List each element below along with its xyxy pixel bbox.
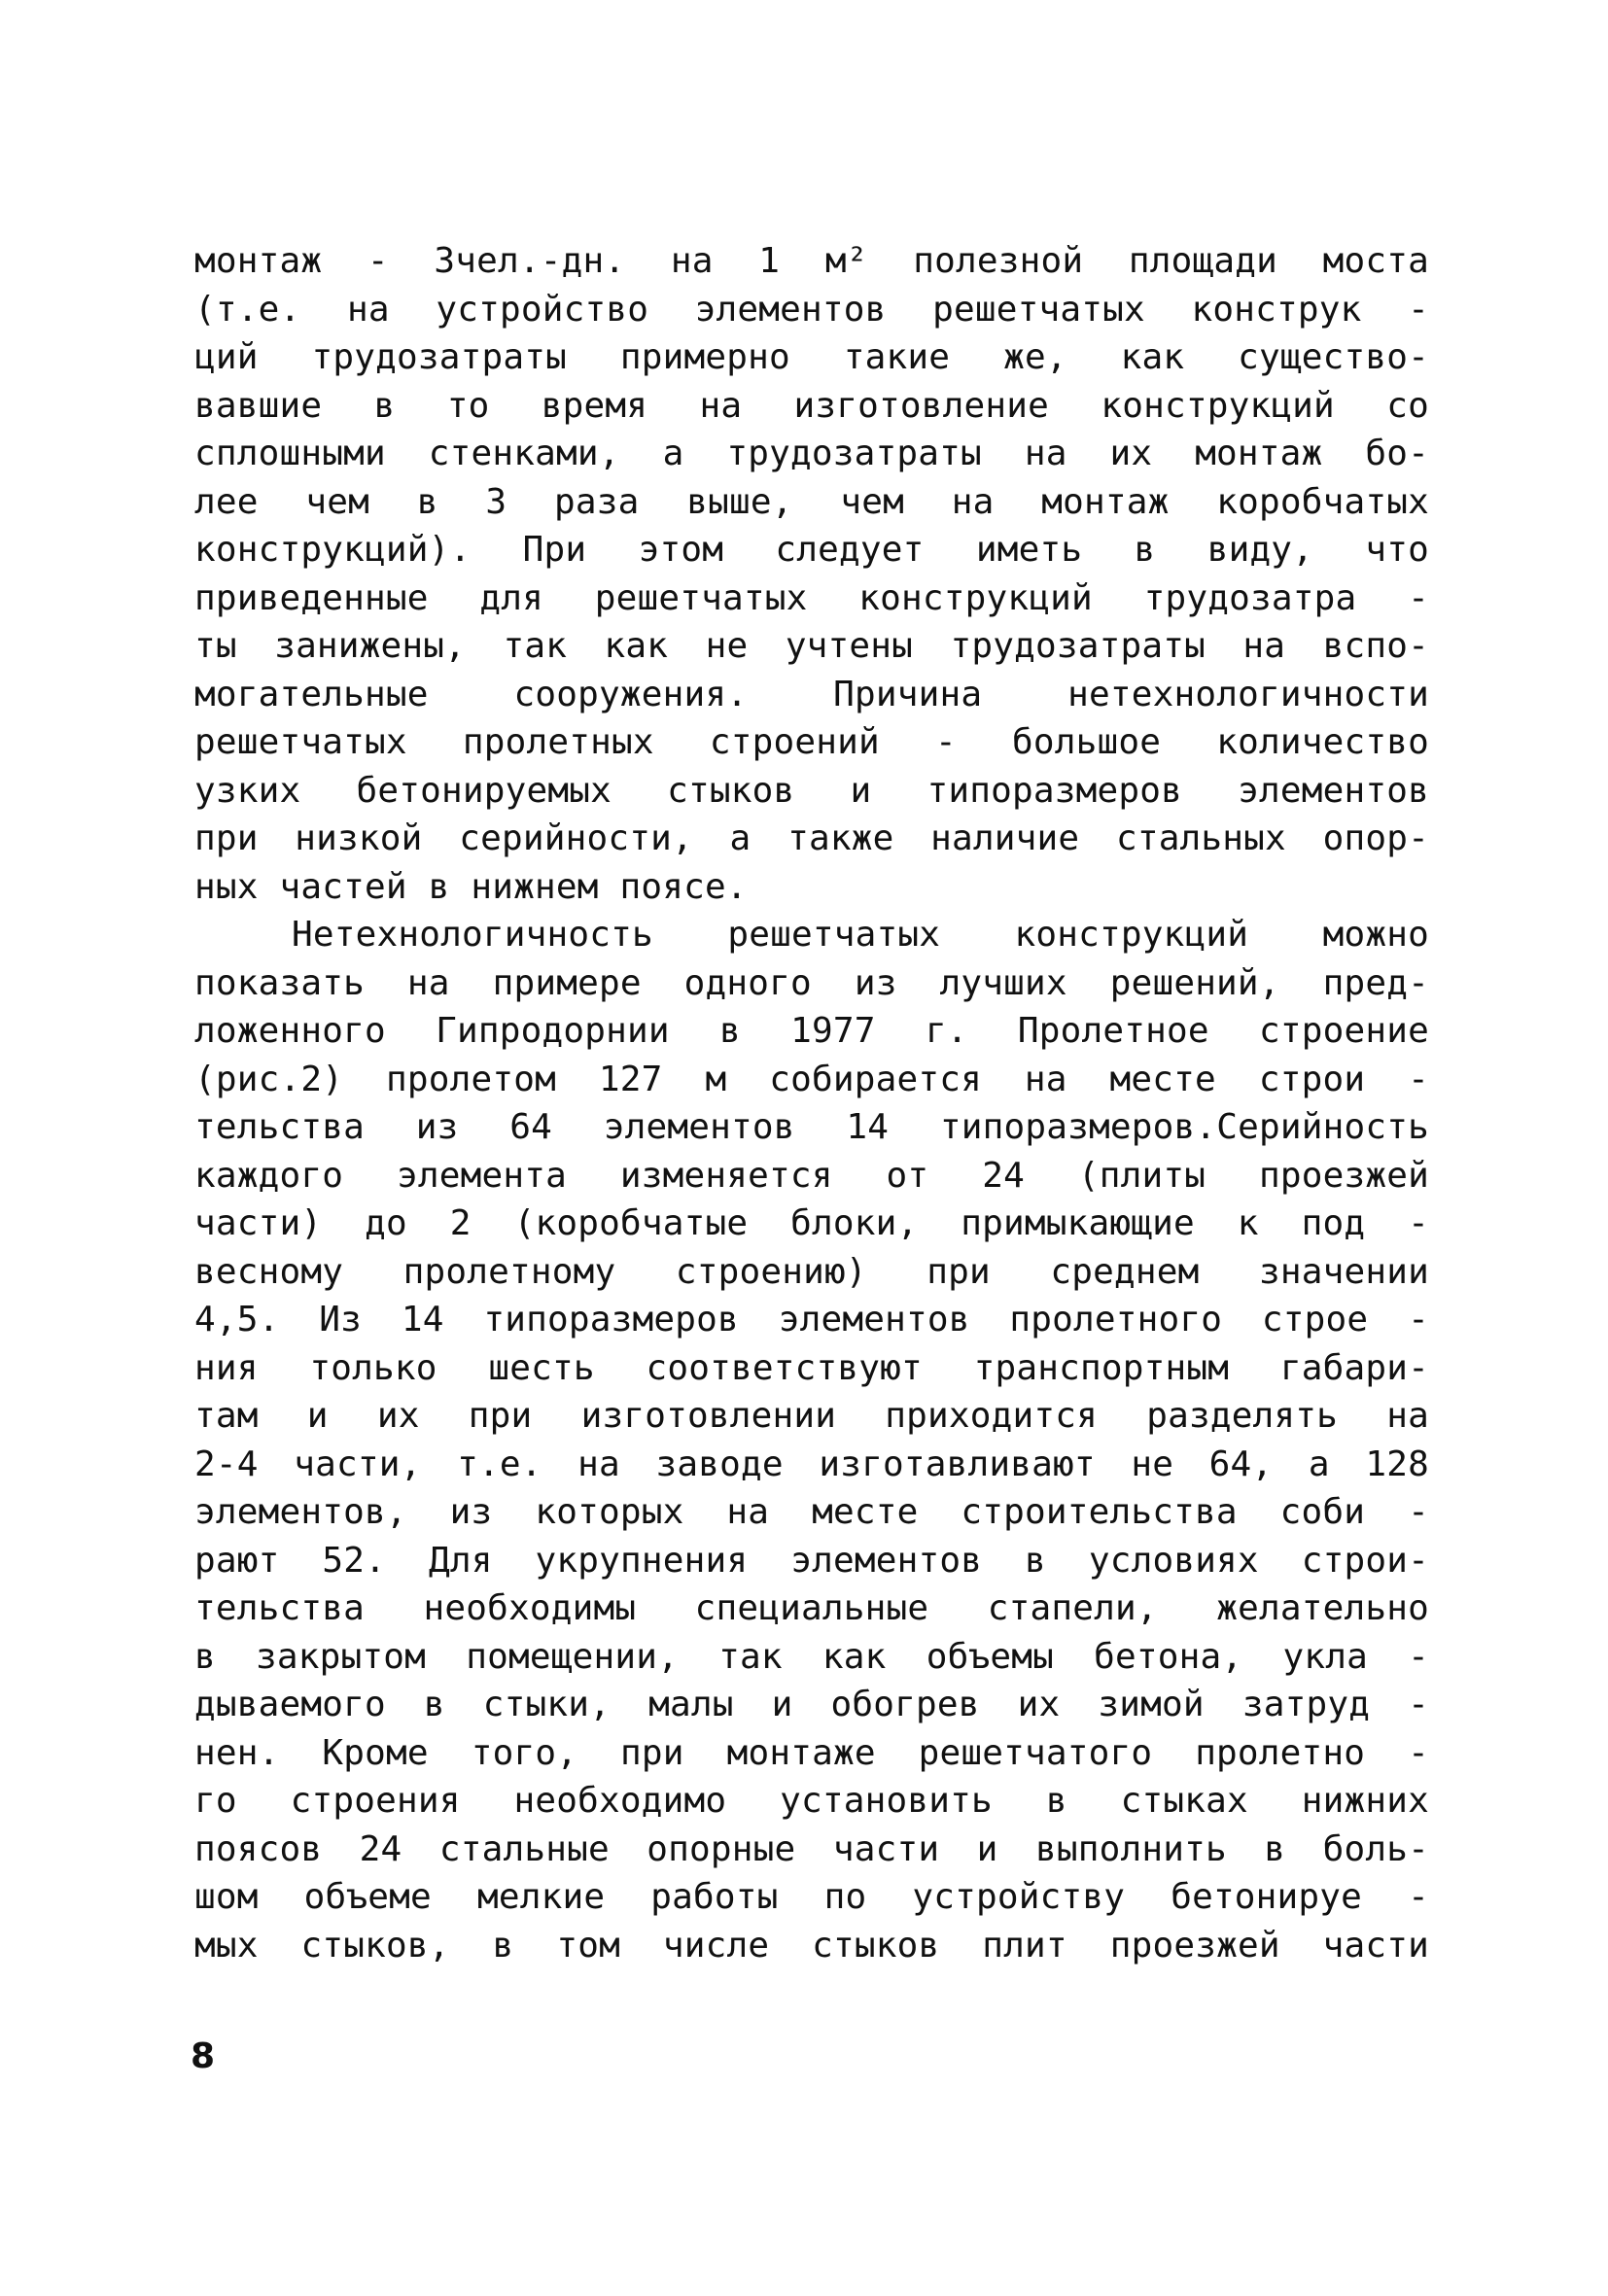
text-line: при низкой серийности, а также наличие стальных опор- — [194, 818, 1429, 858]
text-line: конструкций). При этом следует иметь в виду, что — [194, 530, 1429, 570]
text-line: поясов 24 стальные опорные части и выполнить в боль- — [194, 1828, 1429, 1869]
text-line: (рис.2) пролетом 127 м собирается на месте строи - — [194, 1059, 1429, 1099]
text-line: го строения необходимо установить в стыках нижних — [194, 1781, 1429, 1821]
text-line: части) до 2 (коробчатые блоки, примыкающие к под - — [194, 1203, 1429, 1243]
text-line: решетчатых пролетных строений - большое количество — [194, 722, 1429, 762]
text-line: рают 52. Для укрупнения элементов в условиях строи- — [194, 1540, 1429, 1581]
text-line: тельства из 64 элементов 14 типоразмеров.Серийность — [194, 1107, 1429, 1147]
text-line: элементов, из которых на месте строительства соби - — [194, 1492, 1429, 1532]
text-line: ния только шесть соответствуют транспортным габари- — [194, 1347, 1429, 1388]
text-line: весному пролетному строению) при среднем значении — [194, 1251, 1429, 1292]
text-line: лее чем в 3 раза выше, чем на монтаж коробчатых — [194, 481, 1429, 522]
text-line: шом объеме мелкие работы по устройству бетонируе - — [194, 1877, 1429, 1917]
body-text — [194, 237, 1429, 1969]
text-line: в закрытом помещении, так как объемы бетона, укла - — [194, 1636, 1429, 1677]
text-line: ных частей в нижнем поясе. — [194, 866, 748, 907]
text-line: вавшие в то время на изготовление конструкций со — [194, 385, 1429, 426]
text-line: (т.е. на устройство элементов решетчатых конструк - — [194, 289, 1429, 330]
text-line: показать на примере одного из лучших решений, пред- — [194, 962, 1429, 1003]
page-number: 8 — [191, 2036, 216, 2076]
text-line: могательные сооружения. Причина нетехнологичности — [194, 674, 1429, 714]
text-line: каждого элемента изменяется от 24 (плиты проезжей — [194, 1155, 1429, 1196]
text-line: дываемого в стыки, малы и обогрев их зимой затруд - — [194, 1685, 1429, 1724]
text-line: мых стыков, в том числе стыков плит проезжей части — [194, 1925, 1429, 1966]
text-line: Нетехнологичность решетчатых конструкций можно — [292, 915, 1429, 955]
text-line: ты занижены, так как не учтены трудозатраты на вспо- — [194, 626, 1429, 666]
text-line: тельства необходимы специальные стапели, желательно — [194, 1588, 1429, 1628]
text-line: 2-4 части, т.е. на заводе изготавливают не 64, а 128 — [194, 1444, 1429, 1484]
text-line: нен. Кроме того, при монтаже решетчатого пролетно - — [194, 1732, 1429, 1773]
text-line: узких бетонируемых стыков и типоразмеров элементов — [194, 770, 1429, 811]
text-line: 4,5. Из 14 типоразмеров элементов пролетного строе - — [194, 1300, 1429, 1339]
text-line: ложенного Гипродорнии в 1977 г. Пролетное строение — [194, 1011, 1429, 1051]
text-line: там и их при изготовлении приходится разделять на — [194, 1396, 1429, 1436]
text-line: сплошными стенками, а трудозатраты на их монтаж бо- — [194, 434, 1429, 473]
text-line: монтаж - 3чел.-дн. на 1 м² полезной площади моста — [194, 241, 1429, 281]
text-line: ций трудозатраты примерно такие же, как существо- — [194, 337, 1429, 377]
text-line: приведенные для решетчатых конструкций трудозатра - — [194, 577, 1429, 618]
